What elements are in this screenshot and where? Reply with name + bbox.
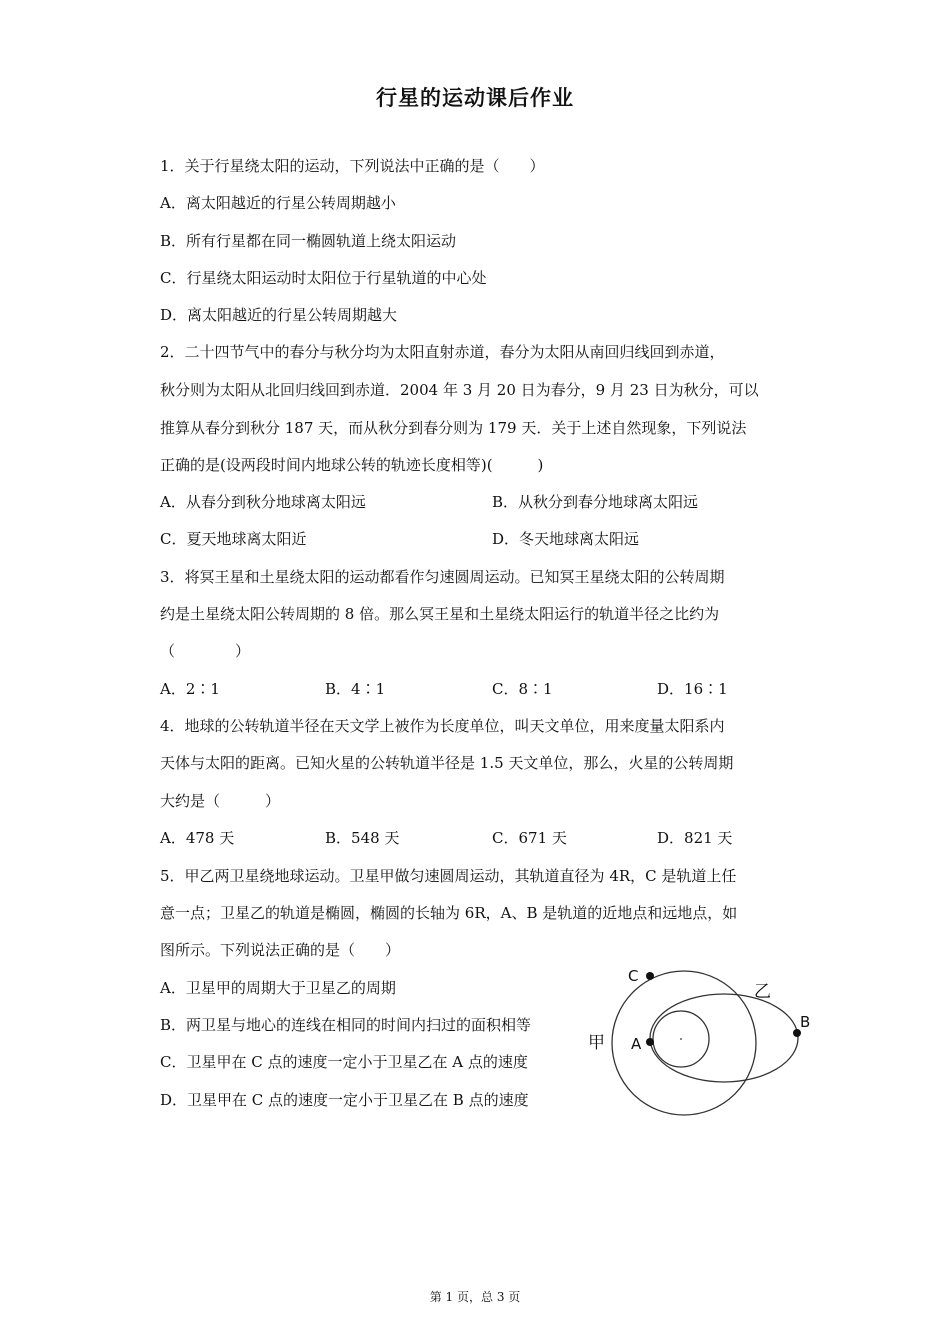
- q4-option-c: C．671 天: [492, 829, 567, 847]
- q4-option-b: B．548 天: [325, 829, 400, 847]
- q4-option-d: D．821 天: [657, 829, 733, 847]
- page-footer: 第 1 页，总 3 页: [429, 1290, 521, 1304]
- q2-stem-line-1: 2．二十四节气中的春分与秋分均为太阳直射赤道，春分为太阳从南回归线回到赤道，: [160, 343, 725, 361]
- q3-option-c: C．8∶1: [492, 680, 553, 698]
- q5-option-c: C．卫星甲在 C 点的速度一定小于卫星乙在 A 点的速度: [160, 1053, 528, 1071]
- q2-stem-line-4: 正确的是(设两段时间内地球公转的轨迹长度相等)( ): [160, 456, 544, 474]
- point-c-dot: [646, 972, 654, 980]
- q4-stem-line-3: 大约是（ ）: [160, 792, 281, 810]
- label-b: B: [800, 1013, 811, 1031]
- orbit-diagram: [580, 955, 820, 1125]
- q3-option-b: B．4∶1: [325, 680, 386, 698]
- label-jia: 甲: [588, 1033, 605, 1053]
- q2-stem-line-3: 推算从春分到秋分 187 天，而从秋分到春分则为 179 天．关于上述自然现象，下列说法: [160, 419, 747, 437]
- q2-option-d: D．冬天地球离太阳远: [492, 530, 640, 548]
- q3-stem-line-1: 3．将冥王星和土星绕太阳的运动都看作匀速圆周运动。已知冥王星绕太阳的公转周期: [160, 568, 725, 586]
- label-a: A: [631, 1035, 642, 1053]
- q3-option-d: D．16∶1: [657, 680, 728, 698]
- point-a-dot: [646, 1038, 654, 1046]
- q1-option-d: D．离太阳越近的行星公转周期越大: [160, 306, 398, 324]
- label-c: C: [628, 967, 639, 985]
- q5-option-d: D．卫星甲在 C 点的速度一定小于卫星乙在 B 点的速度: [160, 1091, 529, 1109]
- q4-option-a: A．478 天: [160, 829, 235, 847]
- q1-option-a: A．离太阳越近的行星公转周期越小: [160, 194, 396, 212]
- q2-stem-line-2: 秋分则为太阳从北回归线回到赤道．2004 年 3 月 20 日为春分，9 月 23 日为秋分，可以: [160, 381, 759, 399]
- earth-center-dot: [680, 1038, 682, 1040]
- q3-option-a: A．2∶1: [160, 680, 220, 698]
- q1-option-c: C．行星绕太阳运动时太阳位于行星轨道的中心处: [160, 269, 487, 287]
- q5-stem-line-3: 图所示。下列说法正确的是（ ）: [160, 941, 401, 959]
- q3-stem-line-2: 约是土星绕太阳公转周期的 8 倍。那么冥王星和土星绕太阳运行的轨道半径之比约为: [160, 605, 720, 623]
- q5-stem-line-2: 意一点；卫星乙的轨道是椭圆，椭圆的长轴为 6R，A、B 是轨道的近地点和远地点，如: [160, 904, 738, 922]
- page-title: 行星的运动课后作业: [376, 86, 574, 110]
- label-yi: 乙: [754, 982, 771, 1002]
- q4-stem-line-1: 4．地球的公转轨道半径在天文学上被作为长度单位，叫天文单位，用来度量太阳系内: [160, 717, 725, 735]
- q3-stem-line-3: （ ）: [160, 642, 251, 660]
- orbit-yi-ellipse: [650, 994, 798, 1082]
- q2-option-a: A．从春分到秋分地球离太阳远: [160, 493, 366, 511]
- q5-stem-line-1: 5．甲乙两卫星绕地球运动。卫星甲做匀速圆周运动，其轨道直径为 4R，C 是轨道上任: [160, 867, 737, 885]
- q5-option-b: B．两卫星与地心的连线在相同的时间内扫过的面积相等: [160, 1016, 532, 1034]
- q5-option-a: A．卫星甲的周期大于卫星乙的周期: [160, 979, 396, 997]
- q1-stem: 1．关于行星绕太阳的运动，下列说法中正确的是（ ）: [160, 157, 545, 175]
- q1-option-b: B．所有行星都在同一椭圆轨道上绕太阳运动: [160, 232, 457, 250]
- q2-option-c: C．夏天地球离太阳近: [160, 530, 307, 548]
- q4-stem-line-2: 天体与太阳的距离。已知火星的公转轨道半径是 1.5 天文单位，那么，火星的公转周期: [160, 754, 734, 772]
- q2-option-b: B．从秋分到春分地球离太阳远: [492, 493, 699, 511]
